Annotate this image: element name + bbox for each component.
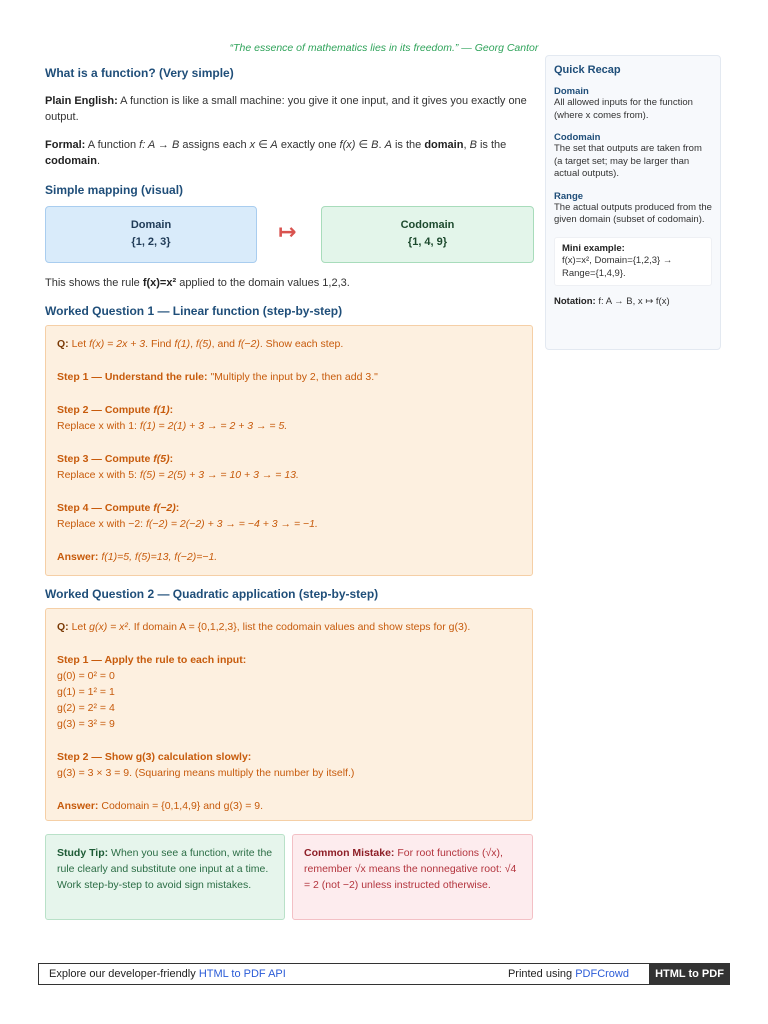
recap-domain-def: All allowed inputs for the function (where x comes from). — [554, 97, 693, 121]
wq1-q-m1: f(x) = 2x + 3 — [89, 338, 146, 350]
wq2-line: g(3) = 3² = 9 — [57, 718, 115, 730]
heading-worked-question-1: Worked Question 1 — Linear function (step-by-step) — [45, 304, 343, 318]
wq2-step-1-label — [57, 652, 521, 668]
formal-codomain: codomain — [45, 155, 97, 167]
wq1-step-3-label — [57, 451, 521, 467]
wq1-s1-label: Step 1 — Understand the rule: — [57, 371, 208, 383]
wq1-step-1 — [57, 369, 521, 385]
wq1-q-m3: f(5) — [195, 338, 212, 350]
wq1-q-t4: , and — [211, 338, 238, 350]
formal-m3: f(x) ∈ B — [339, 139, 379, 151]
recap-codomain-def: The set that outputs are taken from (a target set; may be larger than actual outputs). — [554, 143, 702, 179]
wq1-s3-calc: f(5) = 2(5) + 3 → = 10 + 3 → = 13. — [139, 469, 299, 481]
pdfcrowd-link[interactable]: PDFCrowd — [575, 968, 629, 980]
formal-m4: A — [384, 139, 392, 151]
footer-left — [49, 968, 286, 980]
wq2-answer — [57, 798, 521, 814]
plain-english-paragraph — [45, 93, 533, 125]
formal-t4: . — [378, 139, 385, 151]
recap-range-def: The actual outputs produced from the given domain (subset of codomain). — [554, 201, 712, 225]
recap-codomain-term: Codomain — [554, 132, 601, 143]
wq1-q-m2: f(1) — [174, 338, 191, 350]
mini-example-label: Mini example: — [562, 242, 625, 254]
wq1-question — [57, 336, 521, 352]
common-mistake-box — [292, 834, 533, 920]
wq1-step-2-body — [57, 418, 521, 434]
caption-t1: This shows the rule — [45, 277, 143, 289]
wq2-ans-text: Codomain = {0,1,4,9} and g(3) = 9. — [98, 800, 264, 812]
heading-worked-question-2: Worked Question 2 — Quadratic application (step-by-step) — [45, 587, 379, 601]
recap-range-term: Range — [554, 190, 584, 202]
caption-rule: f(x)=x² — [142, 277, 177, 289]
footer-left-text: Explore our developer-friendly — [49, 968, 199, 980]
formal-label: Formal: — [45, 139, 86, 151]
wq1-s1-text: "Multiply the input by 2, then add 3." — [207, 371, 378, 383]
wq2-step-2-label — [57, 749, 521, 765]
formal-t1: A function — [85, 139, 140, 151]
wq2-s2-label: Step 2 — Show g(3) calculation slowly: — [57, 751, 252, 763]
wq2-s1-label: Step 1 — Apply the rule to each input: — [57, 654, 247, 666]
formal-paragraph — [45, 137, 533, 169]
common-mistake-text: For root functions (√x), remember √x means the nonnegative root: √4 = 2 (not −2) unless instructed otherwise. — [304, 847, 517, 891]
wq1-s2-calc: f(1) = 2(1) + 3 → = 2 + 3 → = 5. — [139, 420, 288, 432]
wq1-s2-text: Replace x with 1: — [57, 420, 140, 432]
wq2-line: g(2) = 2² = 4 — [57, 702, 115, 714]
wq1-answer — [57, 549, 521, 565]
notation-text: f: A → B, x ↦ f(x) — [595, 296, 670, 307]
worked-question-1-box — [45, 325, 533, 576]
mini-example-box — [554, 237, 712, 287]
domain-values: {1, 2, 3} — [131, 236, 171, 248]
formal-m1: f: A → B — [139, 139, 180, 151]
wq1-s4-m: f(−2) — [153, 502, 176, 514]
wq1-s4-text: Replace x with −2: — [57, 518, 147, 530]
wq2-q-label: Q: — [57, 621, 69, 633]
formal-m5: B — [469, 139, 477, 151]
formal-t5: is the — [391, 139, 425, 151]
formal-domain: domain — [424, 139, 464, 151]
codomain-box — [321, 206, 534, 263]
wq2-q-t1: Let — [68, 621, 90, 633]
formal-t2: assigns each — [179, 139, 250, 151]
recap-domain-term: Domain — [554, 86, 589, 97]
codomain-values: {1, 4, 9} — [407, 236, 448, 248]
wq2-line: g(0) = 0² = 0 — [57, 670, 115, 682]
plain-english-label: Plain English: — [45, 95, 118, 107]
wq2-q-m1: g(x) = x² — [89, 621, 128, 633]
pdfcrowd-footer — [38, 963, 730, 985]
wq2-line: g(1) = 1² = 1 — [57, 686, 115, 698]
wq1-step-4-label — [57, 500, 521, 516]
wq1-s3-text: Replace x with 5: — [57, 469, 140, 481]
wq1-s4-colon: : — [175, 502, 180, 514]
wq1-q-t5: . Show each step. — [259, 338, 344, 350]
wq1-s2-colon: : — [169, 404, 174, 416]
heading-simple-mapping: Simple mapping (visual) — [45, 183, 184, 197]
caption-t2: applied to the domain values 1,2,3. — [176, 277, 350, 289]
wq1-q-t2: . Find — [145, 338, 175, 350]
wq1-ans-text: f(1)=5, f(5)=13, f(−2)=−1. — [98, 551, 218, 563]
wq1-s4-label: Step 4 — Compute — [57, 502, 154, 514]
worked-question-2-box — [45, 608, 533, 821]
mini-example-text: f(x)=x², Domain={1,2,3} → Range={1,4,9}. — [562, 255, 673, 279]
wq1-q-t1: Let — [68, 338, 90, 350]
wq1-q-label: Q: — [57, 338, 69, 350]
wq1-s3-m: f(5) — [153, 453, 170, 465]
recap-title: Quick Recap — [554, 64, 621, 76]
domain-title: Domain — [130, 219, 172, 231]
formal-m2: x ∈ A — [249, 139, 278, 151]
html-to-pdf-api-link[interactable]: HTML to PDF API — [198, 968, 286, 980]
heading-what-is-function: What is a function? (Very simple) — [45, 66, 234, 80]
wq2-ans-label: Answer: — [57, 800, 99, 812]
page-quote: “The essence of mathematics lies in its freedom.” — Georg Cantor — [229, 42, 539, 54]
study-tip-box — [45, 834, 285, 920]
mapping-caption — [45, 275, 533, 291]
wq1-step-4-body — [57, 516, 521, 532]
wq1-s2-label: Step 2 — Compute — [57, 404, 154, 416]
wq1-q-t3: , — [190, 338, 196, 350]
wq1-step-2-label — [57, 402, 521, 418]
study-tip-text: When you see a function, write the rule clearly and substitute one input at a time. Work step-by-step to avoid sign mistakes. — [57, 847, 273, 891]
formal-t3: exactly one — [277, 139, 340, 151]
formal-t7: is the — [476, 139, 507, 151]
wq1-s4-calc: f(−2) = 2(−2) + 3 → = −4 + 3 → = −1. — [146, 518, 318, 530]
notation-line — [554, 296, 712, 307]
wq2-q-t2: . If domain A = {0,1,2,3}, list the codomain values and show steps for g(3). — [127, 621, 471, 633]
wq1-step-3-body — [57, 467, 521, 483]
quick-recap-panel — [545, 55, 721, 350]
domain-box — [45, 206, 257, 263]
wq1-s3-colon: : — [169, 453, 174, 465]
codomain-title: Codomain — [400, 219, 455, 231]
wq1-ans-label: Answer: — [57, 551, 99, 563]
footer-right-text: Printed using — [507, 968, 576, 980]
formal-t6: , — [463, 139, 470, 151]
common-mistake-label: Common Mistake: — [304, 847, 395, 859]
wq1-s2-m: f(1) — [153, 404, 170, 416]
formal-t8: . — [96, 155, 101, 167]
footer-right — [508, 968, 629, 980]
wq2-step-2-body: g(3) = 3 × 3 = 9. (Squaring means multiply the number by itself.) — [57, 767, 355, 779]
study-tip-label: Study Tip: — [57, 847, 109, 859]
plain-english-text: A function is like a small machine: you give it one input, and it gives you exactly one output. — [45, 95, 527, 123]
html-to-pdf-button[interactable]: HTML to PDF — [649, 963, 730, 985]
wq2-question — [57, 619, 521, 635]
wq1-s3-label: Step 3 — Compute — [57, 453, 154, 465]
wq1-q-m4: f(−2) — [237, 338, 260, 350]
maps-to-arrow-icon: ↦ — [278, 219, 297, 244]
notation-label: Notation: — [554, 296, 596, 307]
